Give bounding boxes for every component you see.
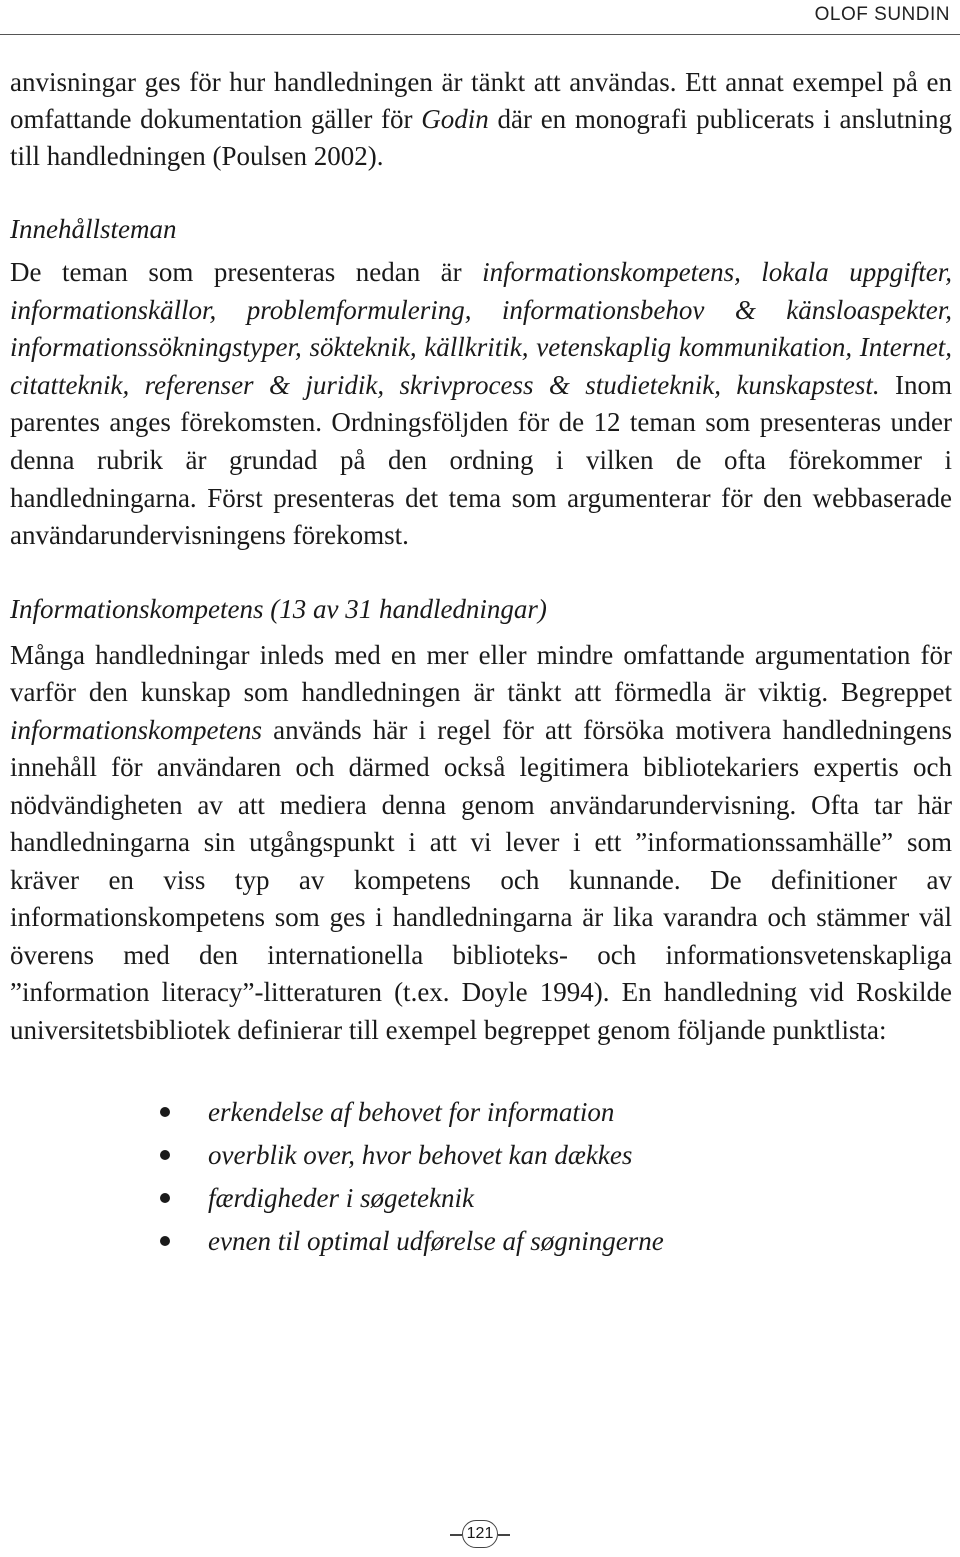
paragraph-italic-text: Godin xyxy=(421,104,489,134)
list-item-text: færdigheder i søgeteknik xyxy=(208,1183,474,1214)
page-content xyxy=(10,64,952,1263)
paragraph-text: Många handledningar inleds med en mer eller mindre omfattande argumentation för varför den kunskap som handledningen är tänkt att förmedla är viktig. Begreppet xyxy=(10,639,952,708)
theme-list-italic: informationskompetens, lokala uppgifter, informationskällor, problemformulering, informationsbehov & känsloaspekter, informationssökningstyper, sökteknik, källkritik, vetenskaplig kommunikation, Internet, citatteknik, referenser & juridik, skrivprocess & studieteknik, kunskapstest. xyxy=(10,257,952,400)
list-item-text: overblik over, hvor behovet kan dækkes xyxy=(208,1140,633,1171)
bullet-icon xyxy=(160,1150,170,1160)
list-item xyxy=(10,1091,952,1134)
paragraph-continuation xyxy=(10,64,952,175)
running-head xyxy=(0,0,960,35)
list-item-text: evnen til optimal udførelse af søgningerne xyxy=(208,1226,664,1257)
page-number xyxy=(450,1520,510,1548)
paragraph-themes xyxy=(10,254,952,555)
paragraph-text: Inom parentes anges förekomsten. Ordningsföljden för de 12 teman som presenteras under denna rubrik är grundad på den ordning i vilken de ofta förekommer i handledningarna. Först presenteras det tema som argumenterar för den webbaserade användarundervisningens förekomst. xyxy=(10,369,952,551)
folio-rule-left xyxy=(450,1534,462,1536)
bullet-icon xyxy=(160,1193,170,1203)
paragraph-text: används här i regel för att försöka motivera handledningens innehåll för användaren och därmed också legitimera bibliotekariers expertis och nödvändigheten av att mediera denna genom användarundervisning. Ofta tar här handledningarna sin utgångspunkt i att vi lever i ett ”informationssamhälle” som kräver en viss typ av kompetens och kunnande. De definitioner av informationskompetens som ges i handledningarna är lika varandra och stämmer väl överens med den internationella biblioteks- och informationsvetenskapliga ”information literacy”-litteraturen (t.ex. Doyle 1994). En handledning vid Roskilde universitetsbibliotek definierar till exempel begreppet genom följande punktlista: xyxy=(10,714,952,1045)
section-heading-informationskompetens: Informationskompetens (13 av 31 handledningar) xyxy=(10,593,547,624)
folio-rule-right xyxy=(498,1534,510,1536)
list-item xyxy=(10,1177,952,1220)
paragraph-informationskompetens xyxy=(10,637,952,1050)
running-head-author: OLOF SUNDIN xyxy=(814,4,950,25)
list-item xyxy=(10,1220,952,1263)
page-number-label: 121 xyxy=(462,1520,498,1548)
section-heading-innehallsteman: Innehållsteman xyxy=(10,214,177,244)
bullet-list xyxy=(10,1091,952,1263)
paragraph-text: anvisningar ges för hur handledningen är tänkt att användas. Ett annat exempel på en omfattande dokumentation gäller för xyxy=(10,67,952,134)
bullet-icon xyxy=(160,1236,170,1246)
paragraph-italic-text: informationskompetens xyxy=(10,714,262,745)
paragraph-text: De teman som presenteras nedan är xyxy=(10,257,483,287)
list-item-text: erkendelse af behovet for information xyxy=(208,1097,615,1128)
paragraph-text: där en monografi publicerats i anslutning till handledningen (Poulsen 2002). xyxy=(10,104,952,171)
list-item xyxy=(10,1134,952,1177)
bullet-icon xyxy=(160,1107,170,1117)
